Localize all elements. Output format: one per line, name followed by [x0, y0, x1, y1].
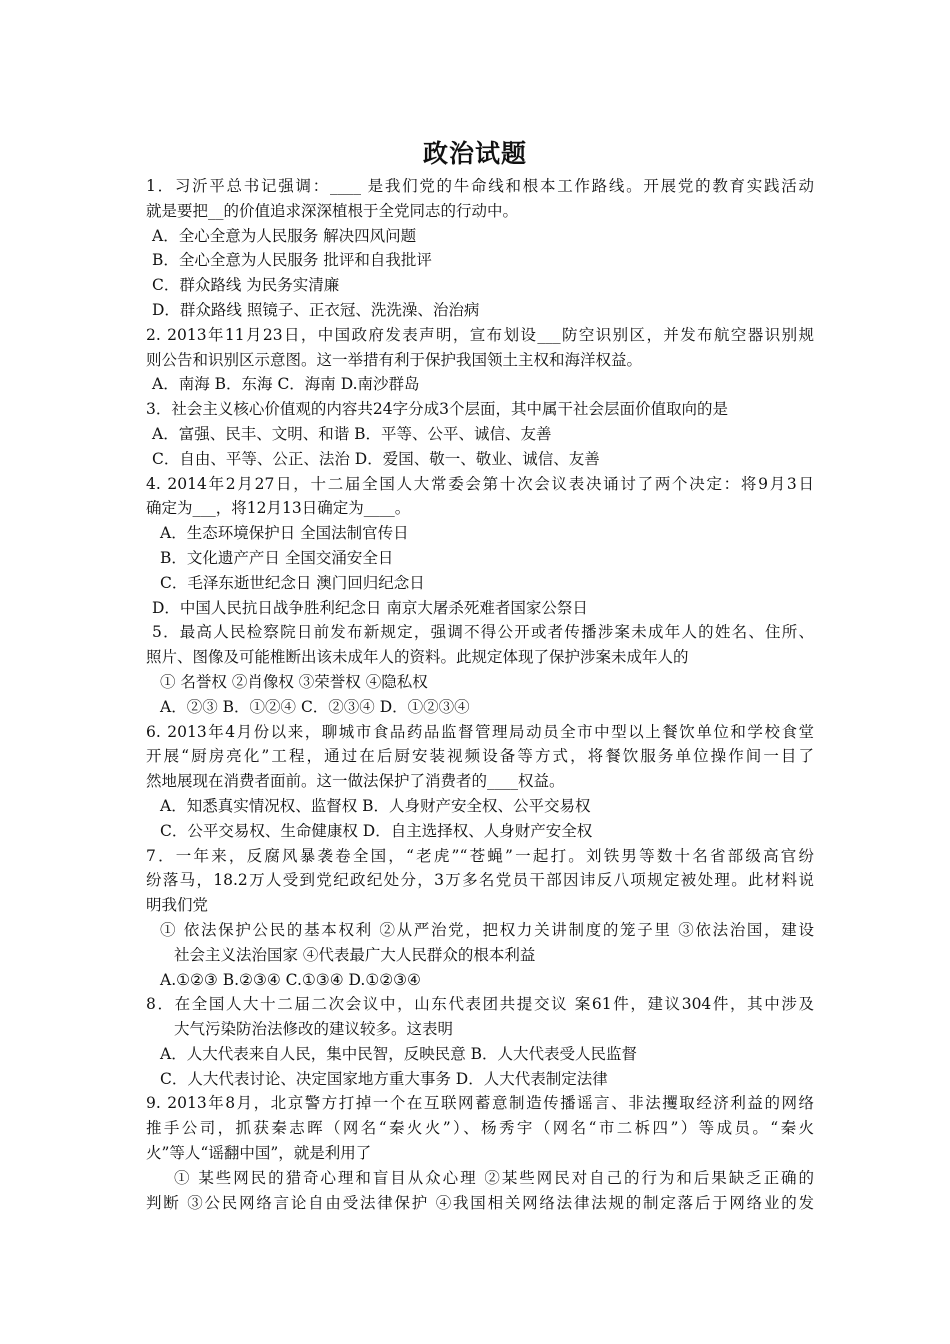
- text-line: 照片、图像及可能椎断出该未成年人的资料。此规定体现了保护涉案未成年人的: [146, 648, 689, 667]
- text-line: B．全心全意为人民服务 批评和自我批评: [152, 251, 432, 270]
- text-line: 判断 ③公民网络言论自由受法律保护 ④我国相关网络法律法规的制定落后于网络业的发: [146, 1193, 814, 1212]
- text-line: C．公平交易权、生命健康权 D．自主选择权、人身财产安全权: [160, 821, 593, 840]
- text-line: A．知悉真实情况权、监督权 B．人身财产安全权、公平交易权: [160, 796, 591, 815]
- question-body: [146, 174, 814, 1215]
- text-line: A.①②③ B.②③④ C.①③④ D.①②③④: [160, 970, 421, 989]
- text-line: D．群众路线 照镜子、正衣冠、洗洗澡、治治病: [152, 300, 480, 319]
- text-line: 3．社会主义核心价值观的内容共24字分成3个层面，其中属干社会层面价值取向的是: [146, 400, 728, 419]
- text-line: 纷落马，18.2万人受到党纪政纪处分，3万多名党员干部因讳反八项规定被处理。此材料说: [146, 871, 814, 890]
- text-line: 社会主义法治国家 ④代表最广大人民群众的根本利益: [174, 945, 536, 964]
- text-line: C．群众路线 为民务实清廉: [152, 276, 340, 295]
- text-line: A．南海 B．东海 C．海南 D.南沙群岛: [152, 375, 420, 394]
- text-line: 推手公司，抓获秦志晖（网名“秦火火”）、杨秀宇（网名“市二柝四”）等成员。“秦火: [146, 1119, 814, 1138]
- text-line: 开展“厨房亮化”工程，通过在后厨安装视频设备等方式，将餐饮服务单位操作间一目了: [146, 747, 814, 766]
- text-line: 5．最高人民检察院日前发布新规定，强调不得公开或者传播涉案未成年人的姓名、住所、: [152, 623, 814, 642]
- text-line: 然地展现在消费者面前。这一做法保护了消费者的____权益。: [146, 772, 565, 791]
- text-line: B．文化遗产产日 全国交涌安全日: [160, 548, 394, 567]
- text-line: 确定为___，将12月13日确定为____。: [146, 499, 411, 518]
- text-line: A．富强、民丰、文明、和谐 B．平等、公平、诚信、友善: [152, 424, 552, 443]
- text-line: 则公告和识别区示意图。这一举措有利于保护我国领土主权和海洋权益。: [146, 350, 643, 369]
- text-line: C．人大代表讨论、决定国家地方重大事务 D．人大代表制定法律: [160, 1069, 608, 1088]
- text-line: D．中国人民抗日战争胜利纪念日 南京大屠杀死难者国家公祭日: [152, 598, 588, 617]
- text-line: A．②③ B．①②④ C．②③④ D．①②③④: [160, 697, 470, 716]
- text-line: ① 依法保护公民的基本权利 ②从严治党，把权力关讲制度的笼子里 ③依法治国，建设: [160, 920, 814, 939]
- text-line: 7．一年来，反腐风暴袭卷全国，“老虎”“苍蝇”一起打。刘铁男等数十名省部级高官纷: [146, 846, 814, 865]
- text-line: 明我们党: [146, 896, 209, 915]
- text-line: ① 某些网民的猎奇心理和盲目从众心理 ②某些网民对自己的行为和后果缺乏正确的: [174, 1168, 814, 1187]
- text-line: 1．习沂平总书记强调：____ 是我们党的牛命线和根本工作路线。开展党的教育实践活动: [146, 177, 814, 195]
- text-line: 火”等人“谣翻中国”，就是利用了: [146, 1144, 372, 1163]
- text-line: A．全心全意为人民服务 解决四风问题: [152, 226, 417, 245]
- text-line: A．生态环境保护日 全国法制官传日: [160, 524, 409, 543]
- page-title: 政治试题: [422, 139, 527, 168]
- text-line: 4. 2014年2月27日，十二届全国人大常委会第十次会议表决诵讨了两个决定：将9月3日: [146, 474, 814, 493]
- text-line: C．自由、平等、公正、法治 D．爱国、敬一、敬业、诚信、友善: [152, 449, 600, 468]
- text-line: 大气污染防治法修改的建议较多。这表明: [174, 1020, 454, 1039]
- text-line: 就是要把__的价值追求深深植根于全党同志的行动中。: [146, 201, 519, 220]
- text-line: ① 名誉权 ②肖像权 ③荣誉权 ④隐私权: [160, 672, 428, 691]
- text-line: A．人大代表来自人民，集中民智，反映民意 B．人大代表受人民监督: [160, 1044, 638, 1063]
- text-line: 6. 2013年4月份以来，聊城市食品药品监督管理局动员全市中型以上餐饮单位和学校食堂: [146, 722, 814, 741]
- text-line: 9. 2013年8月，北京警方打掉一个在互联网蓄意制造传播谣言、非法攫取经济利益的网络: [146, 1094, 814, 1113]
- text-line: 2. 2013年11月23日，中国政府发表声明，宣布划设___防空识别区，并发布航空器识别规: [146, 325, 814, 344]
- text-line: 8．在全国人大十二届二次会议中，山东代表团共提交议 案61件，建议304件，其中涉及: [146, 995, 814, 1014]
- text-line: C．毛泽东逝世纪念日 澳门回归纪念日: [160, 573, 425, 592]
